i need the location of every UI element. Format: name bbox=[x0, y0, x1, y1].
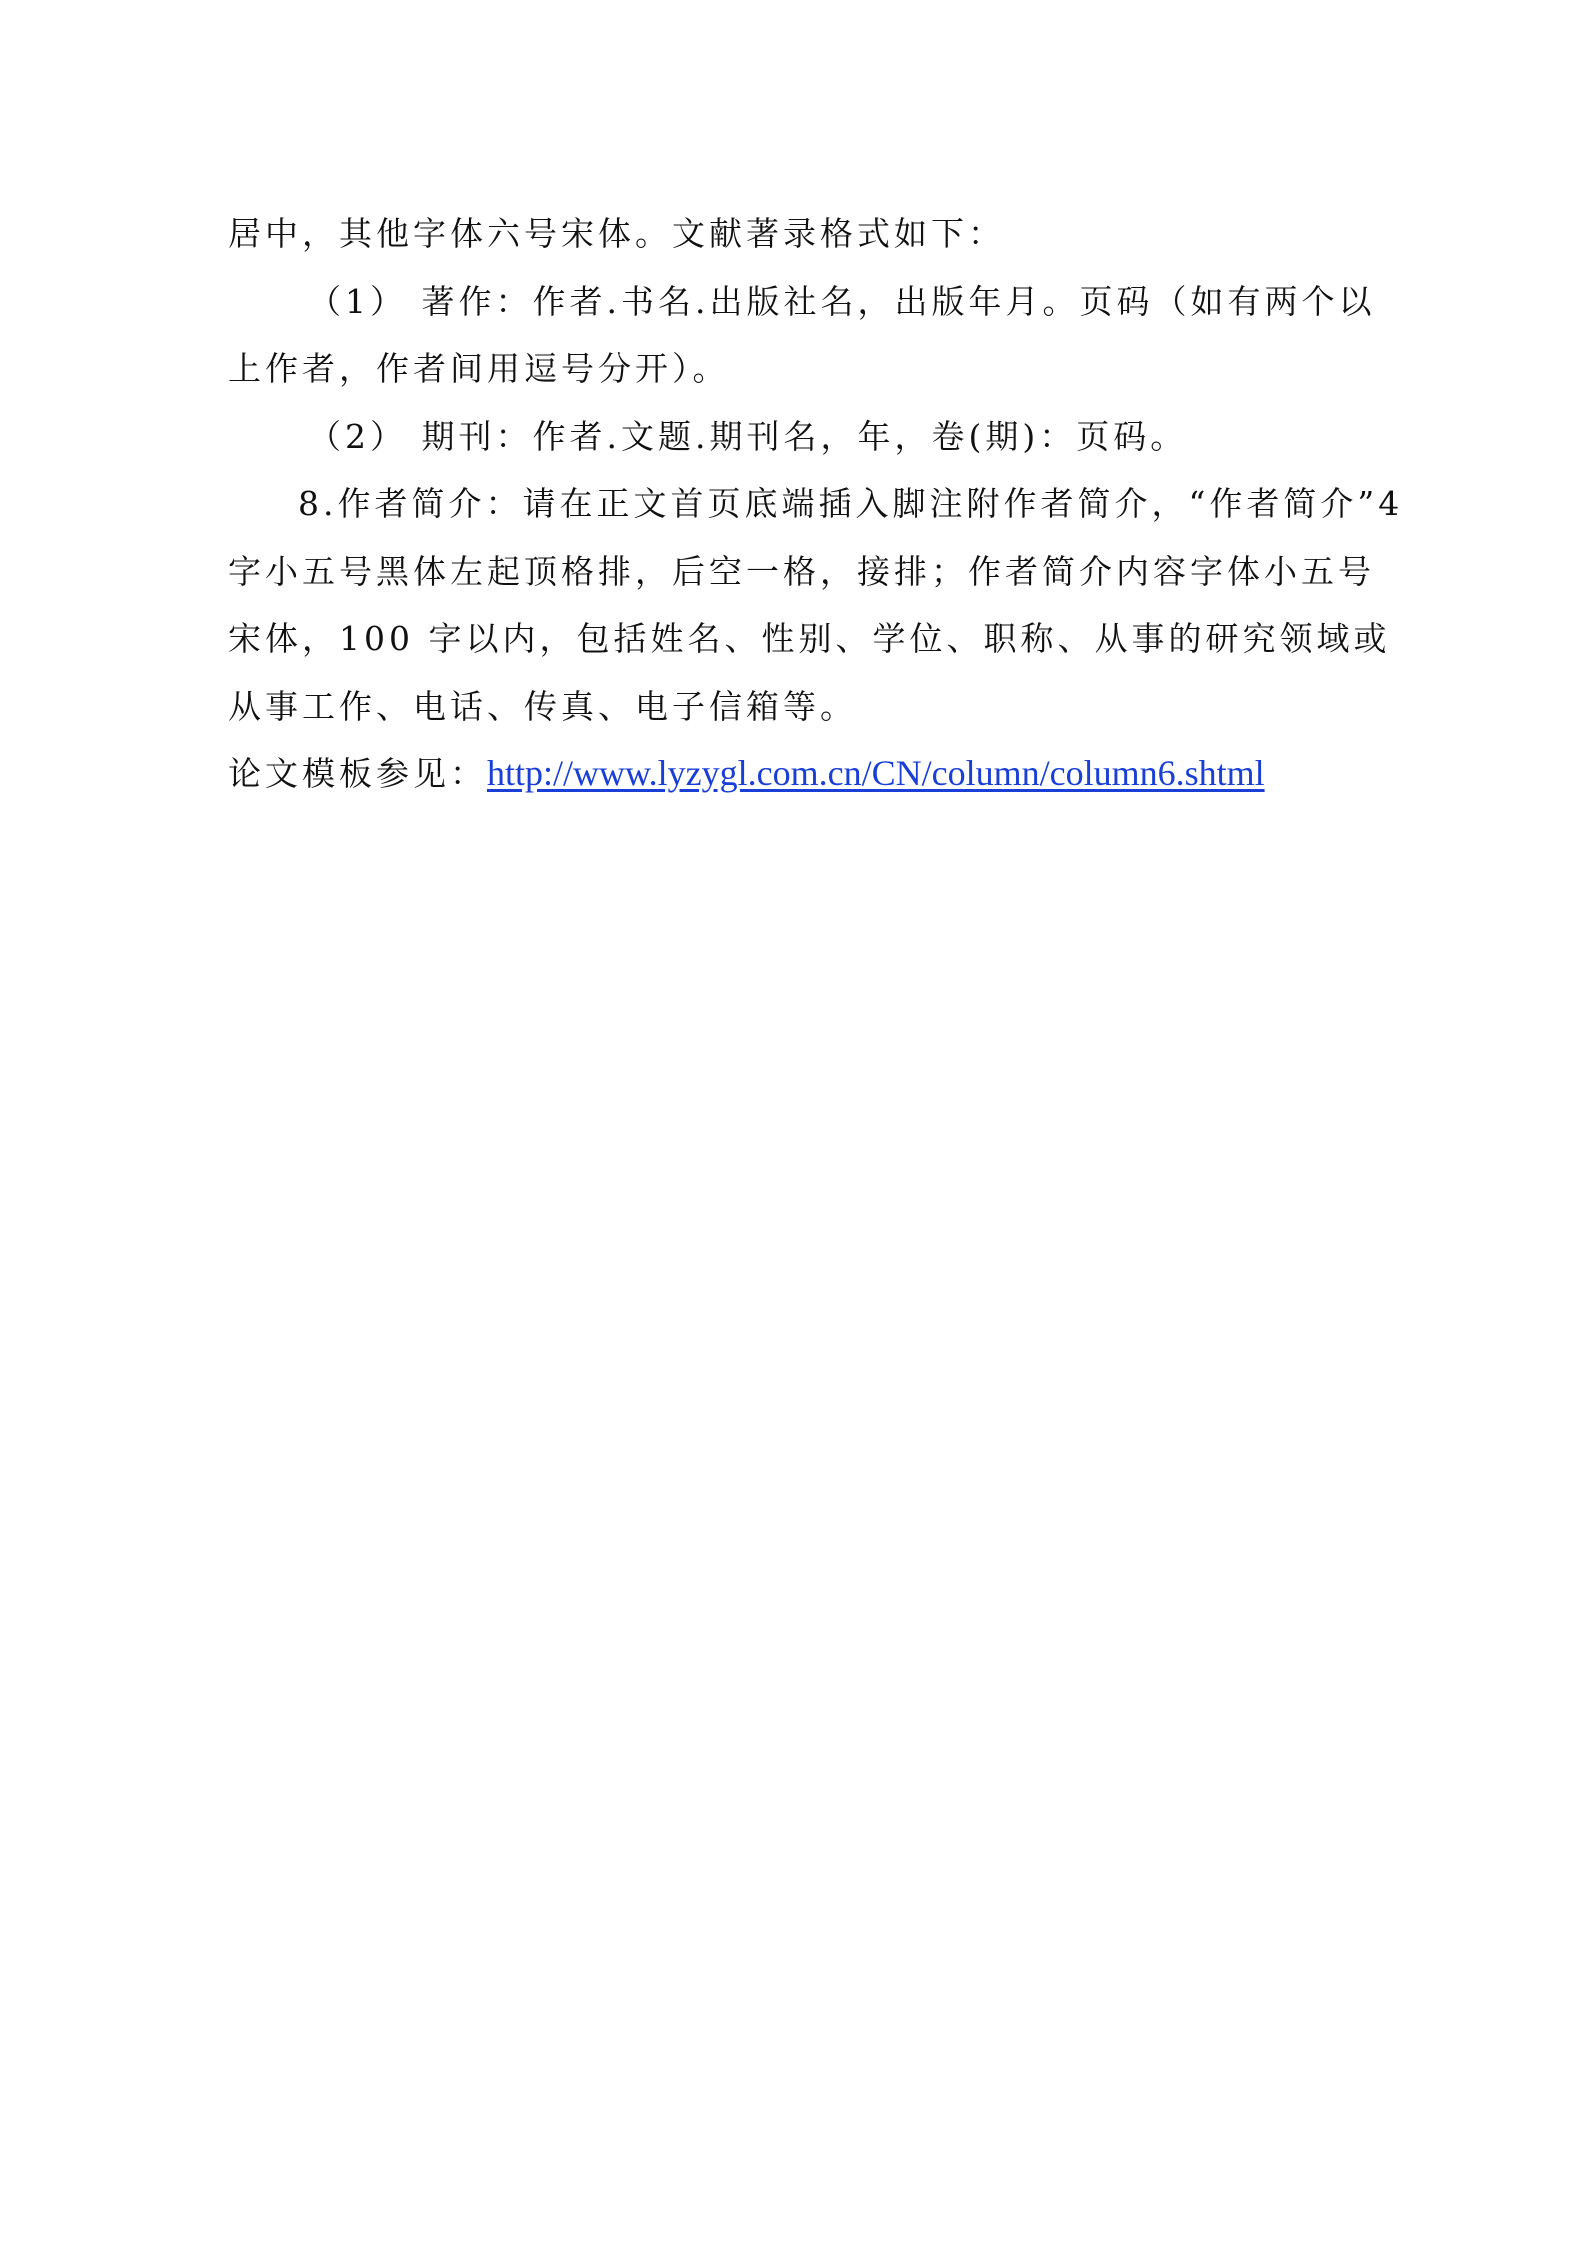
paragraph-line: （1） 著作：作者.书名.出版社名，出版年月。页码（如有两个以 bbox=[308, 281, 1376, 321]
paragraph-line: 居中，其他字体六号宋体。文献著录格式如下： bbox=[228, 214, 1005, 253]
document-body bbox=[228, 200, 1404, 808]
template-link[interactable]: http://www.lyzygl.com.cn/CN/column/column6.shtml bbox=[487, 753, 1265, 793]
paragraph-line: 从事工作、电话、传真、电子信箱等。 bbox=[228, 686, 857, 726]
template-label: 论文模板参见： bbox=[228, 754, 487, 793]
paragraph-line: （2） 期刊：作者.文题.期刊名，年，卷(期)：页码。 bbox=[308, 416, 1188, 456]
paragraph-line: 上作者，作者间用逗号分开）。 bbox=[228, 349, 730, 388]
paragraph-line: 宋体，100 字以内，包括姓名、性别、学位、职称、从事的研究领域或 bbox=[228, 619, 1391, 658]
paragraph-line: 8.作者简介：请在正文首页底端插入脚注附作者简介，“作者简介”4 bbox=[298, 484, 1404, 523]
template-reference-line bbox=[228, 740, 1363, 808]
paragraph-line: 字小五号黑体左起顶格排，后空一格，接排；作者简介内容字体小五号 bbox=[228, 551, 1375, 591]
